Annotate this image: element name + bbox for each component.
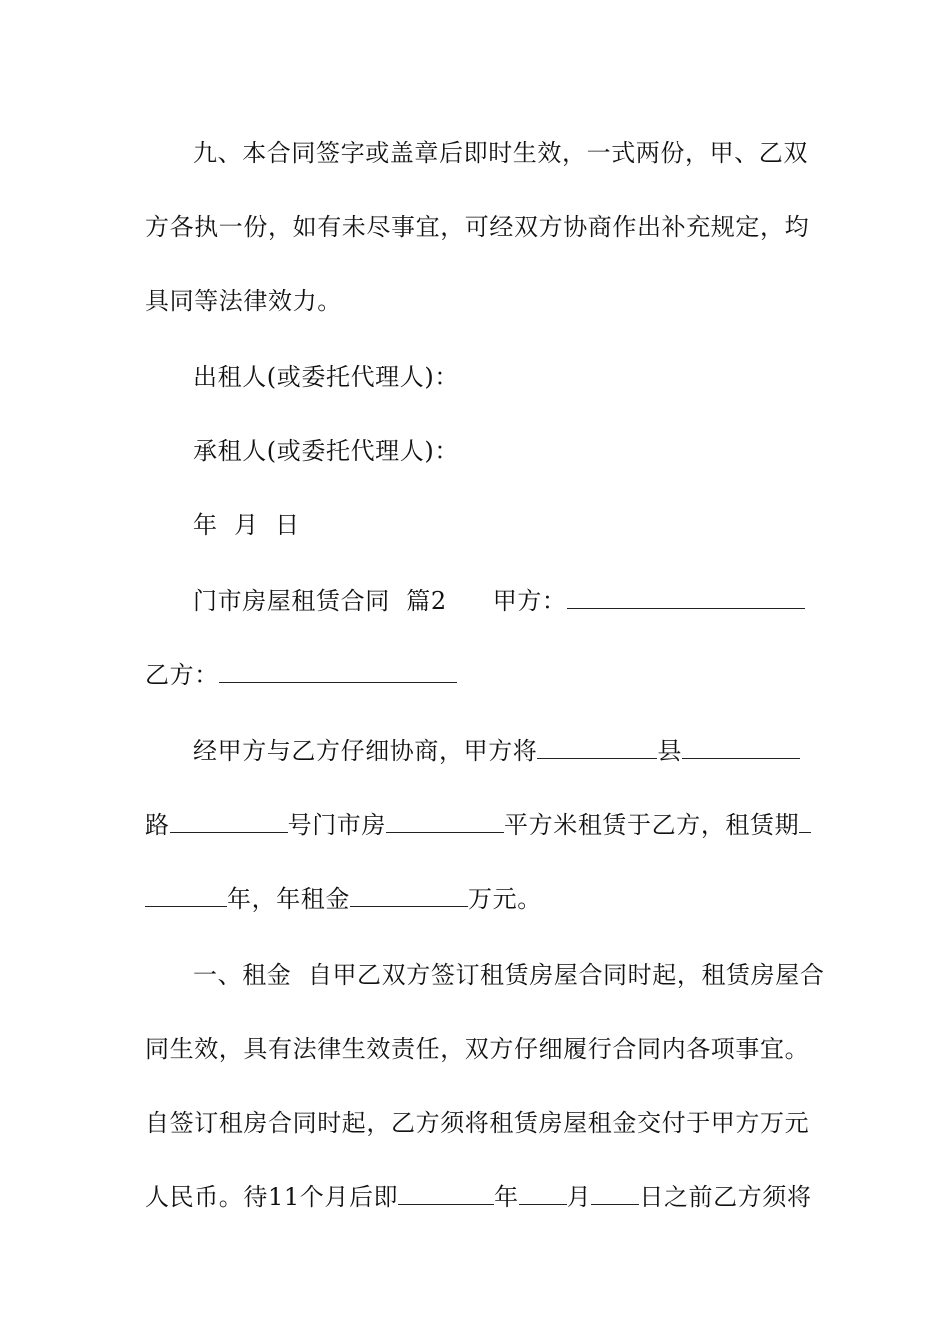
county-label: 县 bbox=[657, 737, 683, 765]
area-blank[interactable] bbox=[386, 810, 504, 833]
contract2-heading-line bbox=[193, 586, 805, 616]
agreement-line3 bbox=[145, 884, 542, 914]
lessor-signature-label: 出租人(或委托代理人)： bbox=[193, 363, 459, 391]
rent-clause-line1: 一、租金 自甲乙双方签订租赁房屋合同时起，租赁房屋合 bbox=[193, 961, 825, 989]
clause9-line1: 九、本合同签字或盖章后即时生效，一式两份，甲、乙双 bbox=[193, 139, 808, 167]
rent-schedule-text: 人民币。待11个月后即 bbox=[145, 1183, 399, 1211]
party-b-blank[interactable] bbox=[219, 660, 457, 683]
agreement-line1 bbox=[193, 736, 800, 766]
shop-label: 号门市房 bbox=[287, 811, 387, 839]
rent-clause-line3: 自签订租房合同时起，乙方须将租赁房屋租金交付于甲方万元 bbox=[145, 1109, 810, 1137]
party-b-line bbox=[145, 660, 457, 690]
clause9-line3: 具同等法律效力。 bbox=[145, 287, 342, 315]
day-label: 日之前乙方须将 bbox=[639, 1183, 812, 1211]
rent-clause-line4 bbox=[145, 1182, 812, 1212]
party-a-label: 甲方： bbox=[492, 587, 567, 615]
year-blank[interactable] bbox=[398, 1182, 494, 1205]
party-b-label: 乙方： bbox=[145, 661, 219, 689]
contract2-title: 门市房屋租赁合同 篇2 bbox=[193, 587, 447, 615]
day-blank[interactable] bbox=[591, 1182, 639, 1205]
annual-rent-label: 年，年租金 bbox=[227, 885, 350, 913]
signature-date: 年 月 日 bbox=[193, 511, 300, 539]
lease-term-label: 平方米租赁于乙方，租赁期 bbox=[504, 811, 800, 839]
lessee-signature-label: 承租人(或委托代理人)： bbox=[193, 437, 459, 465]
rent-amount-blank[interactable] bbox=[350, 884, 468, 907]
term-blank-end[interactable] bbox=[145, 884, 227, 907]
party-a-blank[interactable] bbox=[567, 586, 805, 609]
county-blank[interactable] bbox=[537, 736, 657, 759]
currency-unit: 万元。 bbox=[468, 885, 542, 913]
month-label: 月 bbox=[566, 1183, 592, 1211]
rent-clause-line2: 同生效，具有法律生效责任，双方仔细履行合同内各项事宜。 bbox=[145, 1035, 810, 1063]
month-blank[interactable] bbox=[519, 1182, 567, 1205]
road-label: 路 bbox=[145, 811, 170, 839]
year-label: 年 bbox=[494, 1183, 519, 1211]
agreement-text: 经甲方与乙方仔细协商，甲方将 bbox=[193, 737, 538, 765]
clause9-line2: 方各执一份，如有未尽事宜，可经双方协商作出补充规定，均 bbox=[145, 213, 810, 241]
number-blank[interactable] bbox=[170, 810, 288, 833]
road-blank[interactable] bbox=[682, 736, 800, 759]
agreement-line2 bbox=[145, 810, 811, 840]
term-blank-start[interactable] bbox=[799, 810, 811, 833]
